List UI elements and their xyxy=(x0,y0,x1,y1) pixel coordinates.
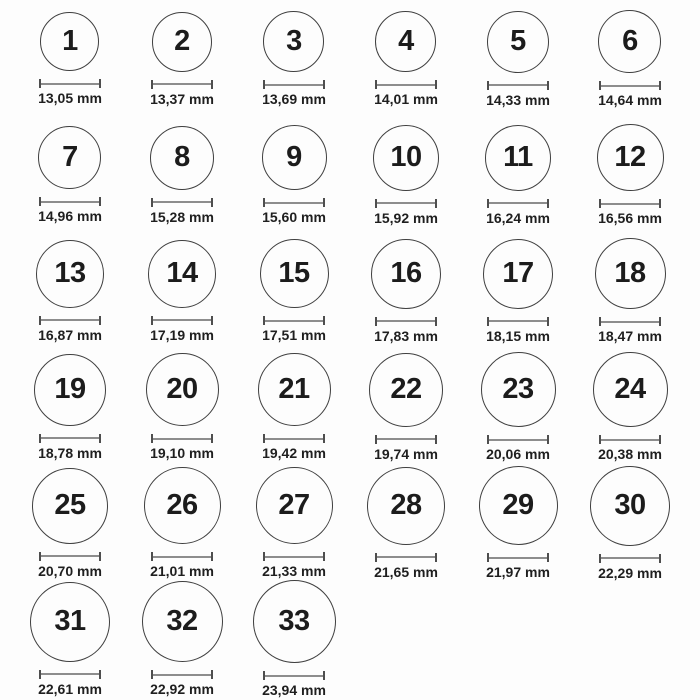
ring-size-cell xyxy=(373,125,439,226)
diameter-label: 17,51 mm xyxy=(262,327,326,343)
ring-size-cell xyxy=(598,10,662,108)
ring-size-cell xyxy=(593,352,668,462)
ring-circle xyxy=(260,239,329,308)
ring-size-number: 22 xyxy=(390,373,422,405)
ring-size-cell xyxy=(374,11,438,107)
ring-size-cell xyxy=(262,125,327,225)
diameter-ruler-icon xyxy=(263,80,325,89)
ring-circle xyxy=(481,352,556,427)
ring-size-number: 4 xyxy=(398,25,414,57)
ring-size-cell xyxy=(367,467,445,580)
ring-size-cell xyxy=(148,240,216,343)
ring-size-number: 28 xyxy=(390,489,422,521)
diameter-label: 15,60 mm xyxy=(262,209,326,225)
diameter-ruler-icon xyxy=(487,435,549,444)
ring-circle xyxy=(375,11,436,72)
diameter-label: 18,78 mm xyxy=(38,444,102,461)
ring-size-cell xyxy=(262,11,326,107)
ring-circle xyxy=(371,239,441,309)
ring-circle xyxy=(262,125,327,190)
ring-circle xyxy=(597,124,664,191)
diameter-ruler-icon xyxy=(375,553,437,562)
diameter-label: 18,47 mm xyxy=(598,328,662,344)
ring-size-number: 11 xyxy=(503,141,533,173)
ring-circle xyxy=(30,582,110,662)
ring-size-number: 3 xyxy=(286,25,302,57)
diameter-label: 15,28 mm xyxy=(150,208,214,225)
ring-size-number: 17 xyxy=(502,257,534,289)
ring-circle xyxy=(32,468,108,544)
ring-circle xyxy=(258,353,331,426)
ring-circle xyxy=(144,467,221,544)
diameter-label: 21,97 mm xyxy=(486,564,550,580)
ring-size-cell xyxy=(38,12,102,106)
ring-size-number: 8 xyxy=(174,141,190,173)
diameter-label: 20,38 mm xyxy=(598,446,662,462)
ring-size-cell xyxy=(38,126,102,224)
ring-size-number: 10 xyxy=(390,141,422,173)
ring-circle xyxy=(148,240,216,308)
diameter-ruler-icon xyxy=(151,552,213,561)
diameter-label: 13,37 mm xyxy=(150,90,214,107)
ring-size-number: 14 xyxy=(166,257,198,289)
ring-size-number: 23 xyxy=(502,373,534,405)
diameter-label: 13,69 mm xyxy=(262,91,326,107)
ring-size-number: 29 xyxy=(502,489,534,521)
diameter-label: 14,33 mm xyxy=(486,91,550,108)
diameter-ruler-icon xyxy=(39,552,101,561)
ring-size-cell xyxy=(486,11,550,108)
ring-size-cell xyxy=(150,126,214,225)
ring-size-number: 6 xyxy=(622,25,638,57)
diameter-ruler-icon xyxy=(263,671,325,680)
ring-size-number: 19 xyxy=(54,373,86,405)
ring-size-number: 26 xyxy=(166,489,198,521)
ring-circle xyxy=(36,240,104,308)
diameter-ruler-icon xyxy=(151,80,213,89)
ring-size-cell xyxy=(253,580,336,698)
ring-circle xyxy=(40,12,99,71)
diameter-ruler-icon xyxy=(263,434,325,443)
diameter-ruler-icon xyxy=(487,317,549,326)
diameter-ruler-icon xyxy=(487,553,549,562)
ring-size-cell xyxy=(144,467,221,579)
ring-size-number: 15 xyxy=(278,257,310,289)
ring-circle xyxy=(485,125,551,191)
diameter-label: 18,15 mm xyxy=(486,327,550,344)
diameter-label: 21,33 mm xyxy=(262,563,326,579)
ring-size-cell xyxy=(260,239,329,343)
ring-circle xyxy=(146,353,219,426)
ring-circle xyxy=(256,467,333,544)
diameter-ruler-icon xyxy=(599,199,661,208)
diameter-label: 22,92 mm xyxy=(150,681,214,697)
ring-size-number: 9 xyxy=(286,141,302,173)
ring-size-cell xyxy=(595,238,666,344)
ring-size-cell xyxy=(481,352,556,462)
ring-size-number: 21 xyxy=(278,373,310,405)
diameter-label: 13,05 mm xyxy=(38,90,102,106)
ring-size-cell xyxy=(369,353,443,462)
diameter-label: 20,70 mm xyxy=(38,562,102,579)
ring-size-number: 30 xyxy=(614,489,646,521)
ring-size-cell xyxy=(30,582,110,697)
ring-size-number: 1 xyxy=(62,25,78,57)
ring-size-cell xyxy=(146,353,219,461)
diameter-ruler-icon xyxy=(39,197,101,206)
ring-size-cell xyxy=(150,12,214,107)
diameter-label: 17,19 mm xyxy=(150,326,214,343)
diameter-label: 16,87 mm xyxy=(38,326,102,343)
ring-size-cell xyxy=(485,125,551,226)
ring-circle xyxy=(263,11,324,72)
ring-circle xyxy=(152,12,212,72)
diameter-ruler-icon xyxy=(151,434,213,443)
ring-size-cell xyxy=(36,240,104,343)
ring-size-number: 18 xyxy=(614,257,646,289)
diameter-label: 20,06 mm xyxy=(486,446,550,462)
ring-size-cell xyxy=(142,581,223,697)
ring-size-cell xyxy=(258,353,331,461)
ring-size-cell xyxy=(597,124,664,226)
ring-size-cell xyxy=(371,239,441,344)
ring-circle xyxy=(593,352,668,427)
diameter-ruler-icon xyxy=(151,316,213,325)
diameter-ruler-icon xyxy=(39,434,101,443)
ring-circle xyxy=(595,238,666,309)
ring-size-number: 24 xyxy=(614,373,646,405)
diameter-ruler-icon xyxy=(263,198,325,207)
ring-circle xyxy=(373,125,439,191)
ring-circle xyxy=(253,580,336,663)
ring-size-number: 16 xyxy=(390,257,422,289)
diameter-ruler-icon xyxy=(375,199,437,208)
diameter-label: 21,01 mm xyxy=(150,563,214,579)
diameter-label: 19,10 mm xyxy=(150,445,214,461)
diameter-label: 17,83 mm xyxy=(374,327,438,344)
ring-circle xyxy=(369,353,443,427)
ring-circle xyxy=(34,354,106,426)
diameter-ruler-icon xyxy=(487,199,549,208)
ring-circle xyxy=(598,10,661,73)
diameter-ruler-icon xyxy=(599,81,661,90)
diameter-ruler-icon xyxy=(375,80,437,89)
ring-size-number: 5 xyxy=(510,25,526,57)
ring-size-number: 2 xyxy=(174,25,190,57)
ring-circle xyxy=(367,467,445,545)
ring-size-cell xyxy=(590,466,670,581)
ring-size-cell xyxy=(34,354,106,461)
diameter-ruler-icon xyxy=(151,670,213,679)
ring-size-number: 7 xyxy=(62,141,78,173)
diameter-label: 23,94 mm xyxy=(262,682,326,698)
ring-circle xyxy=(142,581,223,662)
diameter-ruler-icon xyxy=(39,79,101,88)
diameter-ruler-icon xyxy=(375,317,437,326)
diameter-label: 16,24 mm xyxy=(486,209,550,226)
ring-size-number: 13 xyxy=(54,257,86,289)
diameter-label: 14,64 mm xyxy=(598,92,662,108)
ring-circle xyxy=(487,11,549,73)
diameter-ruler-icon xyxy=(263,552,325,561)
diameter-ruler-icon xyxy=(39,316,101,325)
ring-size-number: 31 xyxy=(54,605,86,637)
diameter-label: 16,56 mm xyxy=(598,210,662,226)
diameter-label: 21,65 mm xyxy=(374,563,438,580)
ring-circle xyxy=(479,466,558,545)
diameter-ruler-icon xyxy=(599,554,661,563)
diameter-label: 14,96 mm xyxy=(38,208,102,224)
ring-size-cell xyxy=(483,239,553,344)
ring-size-number: 27 xyxy=(278,489,310,521)
diameter-label: 15,92 mm xyxy=(374,209,438,226)
ring-circle xyxy=(150,126,214,190)
ring-circle xyxy=(590,466,670,546)
ring-circle xyxy=(38,126,101,189)
diameter-label: 19,74 mm xyxy=(374,445,438,462)
diameter-label: 14,01 mm xyxy=(374,91,438,107)
diameter-ruler-icon xyxy=(375,435,437,444)
ring-size-cell xyxy=(479,466,558,580)
diameter-label: 22,29 mm xyxy=(598,564,662,581)
ring-size-number: 33 xyxy=(278,605,310,637)
diameter-ruler-icon xyxy=(599,435,661,444)
diameter-ruler-icon xyxy=(39,670,101,679)
ring-size-number: 20 xyxy=(166,373,198,405)
diameter-ruler-icon xyxy=(151,198,213,207)
diameter-ruler-icon xyxy=(599,317,661,326)
ring-size-cell xyxy=(256,467,333,579)
diameter-ruler-icon xyxy=(487,81,549,90)
ring-size-number: 25 xyxy=(54,489,86,521)
diameter-ruler-icon xyxy=(263,316,325,325)
diameter-label: 22,61 mm xyxy=(38,680,102,697)
ring-circle xyxy=(483,239,553,309)
diameter-label: 19,42 mm xyxy=(262,445,326,461)
ring-size-number: 12 xyxy=(614,141,646,173)
ring-size-cell xyxy=(32,468,108,579)
ring-size-number: 32 xyxy=(166,605,198,637)
